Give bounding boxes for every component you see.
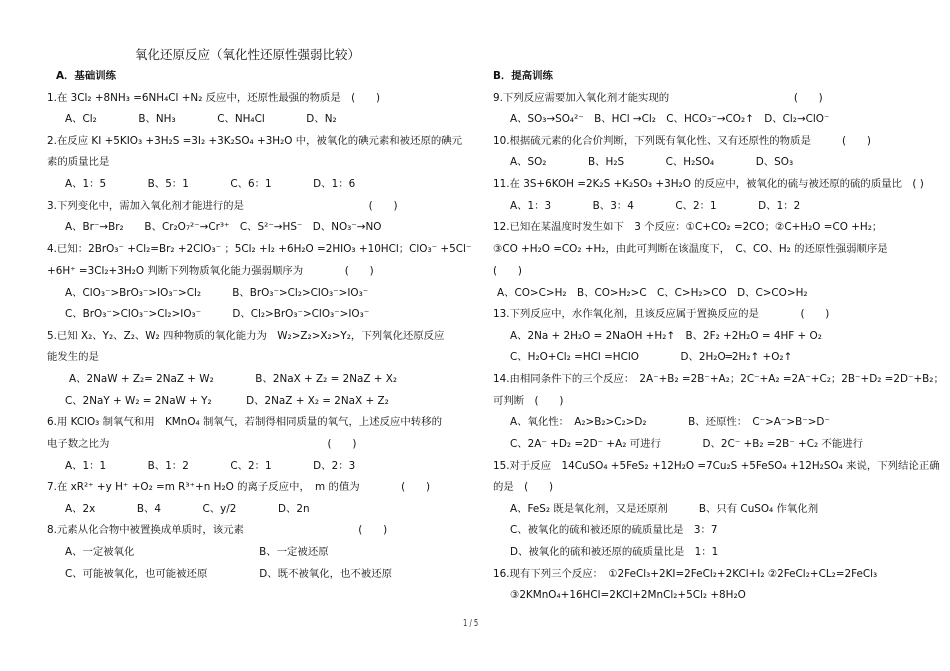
left-line-q6: 6.用 KClO₃ 制氧气和用 KMnO₄ 制氧气，若制得相同质量的氧气，上述反应中转移的	[47, 416, 442, 428]
left-line-q3-options: A、Br⁻→Br₂ B、Cr₂O₇²⁻→Cr³⁺ C、S²⁻→HS⁻ D、NO₃⁻→NO	[65, 221, 382, 233]
right-line-q13: 13.下列反应中，水作氧化剂，且该反应属于置换反应的是 ( )	[493, 308, 830, 320]
right-line-q15-option-d: D、被氧化的硫和被还原的硫质量比是 1：1	[510, 546, 719, 558]
right-line-q12-paren: ( )	[493, 265, 522, 277]
right-line-q15-cont: 的是 ( )	[493, 481, 554, 493]
left-line-q5: 5.已知 X₂、Y₂、Z₂、W₂ 四种物质的氧化能力为 W₂>Z₂>X₂>Y₂，下列氧化还原反应	[47, 330, 445, 342]
right-line-q10: 10.根据硫元素的化合价判断，下列既有氧化性、又有还原性的物质是 ( )	[493, 135, 871, 147]
right-line-q9: 9.下列反应需要加入氧化剂才能实现的 ( )	[493, 92, 823, 104]
left-line-q3: 3.下列变化中，需加入氧化剂才能进行的是 ( )	[47, 200, 398, 212]
left-line-q2: 2.在反应 KI +5KIO₃ +3H₂S =3I₂ +3K₂SO₄ +3H₂O 中，被氧化的碘元素和被还原的碘元	[47, 135, 463, 147]
right-line-q14-cont: 可判断 ( )	[493, 395, 564, 407]
left-line-q8-options-cd: C、可能被氧化，也可能被还原 D、既不被氧化，也不被还原	[65, 568, 392, 580]
section-a-heading: A．基础训练	[56, 70, 116, 82]
right-line-q15-option-c: C、被氧化的硫和被还原的硫质量比是 3：7	[510, 524, 718, 536]
left-line-q4: 4.已知：2BrO₃⁻ +Cl₂=Br₂ +2ClO₃⁻ ；5Cl₂ +I₂ +6H₂O =2HIO₃ +10HCl；ClO₃⁻ +5Cl⁻	[47, 243, 472, 255]
right-line-q9-options: A、SO₃→SO₄²⁻ B、HCl →Cl₂ C、HCO₃⁻→CO₂↑ D、Cl₂→ClO⁻	[510, 113, 830, 125]
right-line-q14-options-ab: A、氧化性： A₂>B₂>C₂>D₂ B、还原性： C⁻>A⁻>B⁻>D⁻	[510, 416, 830, 428]
left-line-q1-options: A、Cl₂ B、NH₃ C、NH₄Cl D、N₂	[65, 113, 337, 125]
right-line-q15-options-ab: A、FeS₂ 既是氧化剂，又是还原剂 B、只有 CuSO₄ 作氧化剂	[510, 503, 819, 515]
left-line-q4-options-ab: A、ClO₃⁻>BrO₃⁻>IO₃⁻>Cl₂ B、BrO₃⁻>Cl₂>ClO₃⁻>IO₃⁻	[65, 287, 369, 299]
left-line-q5-options-cd: C、2NaY + W₂ = 2NaW + Y₂ D、2NaZ + X₂ = 2NaX + Z₂	[65, 395, 389, 407]
left-line-q1: 1.在 3Cl₂ +8NH₃ =6NH₄Cl +N₂ 反应中，还原性最强的物质是 ( )	[47, 92, 381, 104]
left-line-q7: 7.在 xR²⁺ +y H⁺ +O₂ =m R³⁺+n H₂O 的离子反应中， m 的值为 ( )	[47, 481, 431, 493]
left-line-q6-cont: 电子数之比为 ( )	[47, 438, 357, 450]
right-line-q14: 14.由相同条件下的三个反应： 2A⁻+B₂ =2B⁻+A₂；2C⁻+A₂ =2A⁻+C₂；2B⁻+D₂ =2D⁻+B₂；	[493, 373, 944, 385]
right-line-q11: 11.在 3S+6KOH =2K₂S +K₂SO₃ +3H₂O 的反应中，被氧化的硫与被还原的硫的质量比 ( )	[493, 178, 924, 190]
section-b-heading: B．提高训练	[493, 70, 553, 82]
right-line-q16: 16.现有下列三个反应： ①2FeCl₃+2KI=2FeCl₂+2KCl+I₂ ②2FeCl₂+CL₂=2FeCl₃	[493, 568, 878, 580]
right-line-q10-options: A、SO₂ B、H₂S C、H₂SO₄ D、SO₃	[510, 156, 794, 168]
right-line-q16-cont: ③2KMnO₄+16HCl=2KCl+2MnCl₂+5Cl₂ +8H₂O	[510, 589, 746, 601]
right-line-q12-options: A、CO>C>H₂ B、CO>H₂>C C、C>H₂>CO D、C>CO>H₂	[497, 287, 808, 299]
right-line-q13-options-cd: C、H₂O+Cl₂ =HCl =HClO D、2H₂O═2H₂↑ +O₂↑	[510, 351, 793, 363]
left-line-q5-cont: 能发生的是	[47, 351, 99, 363]
left-line-q4-cont: +6H⁺ =3Cl₂+3H₂O 判断下列物质氧化能力强弱顺序为 ( )	[47, 265, 374, 277]
right-line-q12-cont: ③CO +H₂O =CO₂ +H₂，由此可判断在该温度下， C、CO、H₂ 的还原性强弱顺序是	[493, 243, 888, 255]
right-line-q15: 15.对于反应 14CuSO₄ +5FeS₂ +12H₂O =7Cu₂S +5FeSO₄ +12H₂SO₄ 来说，下列结论正确	[493, 460, 940, 472]
left-line-q8: 8.元素从化合物中被置换成单质时，该元素 ( )	[47, 524, 388, 536]
page-title: 氧化还原反应（氧化性还原性强弱比较）	[135, 47, 361, 62]
left-line-q2-cont: 素的质量比是	[47, 156, 110, 168]
left-line-q2-options: A、1：5 B、5：1 C、6：1 D、1：6	[65, 178, 356, 190]
left-line-q6-options: A、1：1 B、1：2 C、2：1 D、2：3	[65, 460, 356, 472]
right-line-q14-options-cd: C、2A⁻ +D₂ =2D⁻ +A₂ 可进行 D、2C⁻ +B₂ =2B⁻ +C₂ 不能进行	[510, 438, 864, 450]
left-line-q8-options-ab: A、一定被氧化 B、一定被还原	[65, 546, 329, 558]
left-line-q5-options-ab: A、2NaW + Z₂= 2NaZ + W₂ B、2NaX + Z₂ = 2NaZ + X₂	[69, 373, 398, 385]
left-line-q4-options-cd: C、BrO₃⁻>ClO₃⁻>Cl₂>IO₃⁻ D、Cl₂>BrO₃⁻>ClO₃⁻>IO₃⁻	[65, 308, 370, 320]
right-line-q12: 12.已知在某温度时发生如下 3 个反应：①C+CO₂ =2CO；②C+H₂O =CO +H₂；	[493, 221, 883, 233]
right-line-q11-options: A、1：3 B、3：4 C、2：1 D、1：2	[510, 200, 801, 212]
right-line-q13-options-ab: A、2Na + 2H₂O = 2NaOH +H₂↑ B、2F₂ +2H₂O = 4HF + O₂	[510, 330, 822, 342]
page-number: 1 / 5	[463, 618, 479, 629]
left-line-q7-options: A、2x B、4 C、y/2 D、2n	[65, 503, 310, 515]
